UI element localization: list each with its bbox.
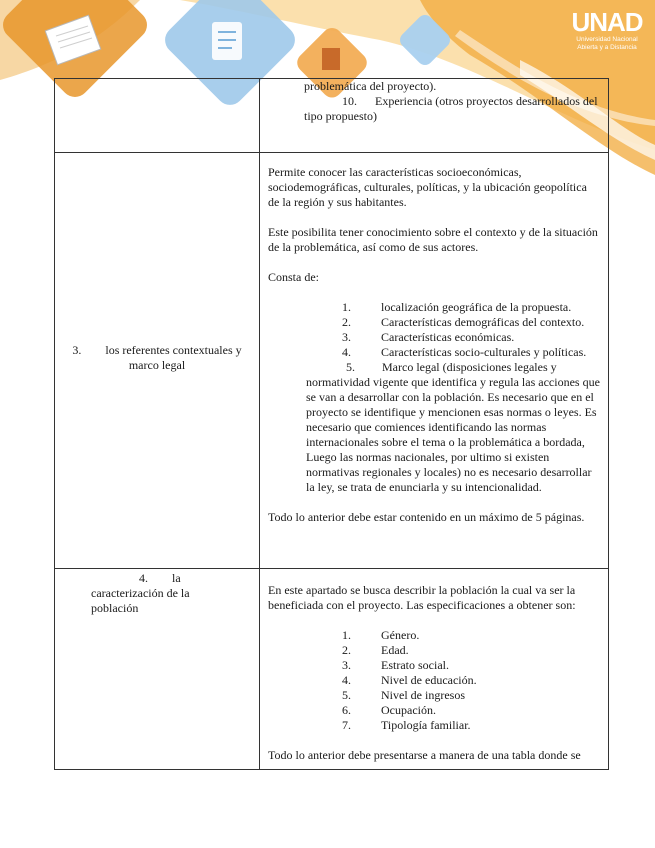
logo-line2: Abierta y a Distancia <box>577 44 637 51</box>
table-row <box>55 153 609 569</box>
list-item: 2. Edad. <box>342 643 409 657</box>
item-10-number: 10. <box>342 94 357 108</box>
list-item: 4. Nivel de educación. <box>342 673 477 687</box>
section-3-title: los referentes contextuales y marco legal <box>105 342 242 372</box>
list-item: 4. Características socio-culturales y políticas. <box>342 345 587 359</box>
row2-left-cell <box>55 153 260 569</box>
item-5-text: Marco legal (disposiciones legales y normatividad vigente que identifica y regula las acciones que se van a desarrollar con la población. Es necesario que en el proyecto se identifique y mencionen esas normas o leyes. Es necesario que comiences identificando las normas internacionales sobre el tema o la problemática a bordada, Luego las normas nacionales, por ultimo si existen normativas regionales y locales) no es necesario desarrollar la ley, se trata de enunciarla y su intencionalidad. <box>306 360 600 494</box>
row3-left-cell <box>55 569 260 770</box>
section-4-title-a: la <box>172 571 181 585</box>
item-5-marco-legal <box>268 360 600 495</box>
list-item: 1. localización geográfica de la propuesta. <box>342 300 572 314</box>
item-10 <box>304 94 600 124</box>
section-4-title-b: caracterización de la población <box>91 586 190 615</box>
paragraph: En este apartado se busca describir la población la cual va ser la beneficiada con el proyecto. Las especificaciones a obtener son: <box>268 583 576 612</box>
item-10-text: Experiencia (otros proyectos desarrollados del tipo propuesto) <box>304 94 598 123</box>
list-item: 3. Características económicas. <box>342 330 515 344</box>
paragraph: Todo lo anterior debe presentarse a manera de una tabla donde se <box>268 748 581 762</box>
table-row <box>55 569 609 770</box>
logo-mark: UNAD <box>571 7 643 37</box>
unad-logo <box>571 8 643 52</box>
logo-line1: Universidad Nacional <box>576 36 638 43</box>
row1-right-cell <box>260 79 609 153</box>
list-item: 6. Ocupación. <box>342 703 436 717</box>
list-item: 7. Tipología familiar. <box>342 718 471 732</box>
list-item: 1. Género. <box>342 628 420 642</box>
numbered-list <box>268 300 600 360</box>
table-row <box>55 79 609 153</box>
paragraph: Consta de: <box>268 270 319 284</box>
paragraph: Este posibilita tener conocimiento sobre el contexto y de la situación de la problemática, así como de sus actores. <box>268 225 598 254</box>
section-3-number: 3. <box>72 342 82 357</box>
paragraph: Permite conocer las características socioeconómicas, sociodemográficas, culturales, políticas, y la ubicación geopolítica de la región y sus habitantes. <box>268 165 587 209</box>
list-item: 3. Estrato social. <box>342 658 449 672</box>
paragraph: Todo lo anterior debe estar contenido en un máximo de 5 páginas. <box>268 510 585 524</box>
section-4-number: 4. <box>139 571 148 585</box>
document-table <box>54 78 609 770</box>
row1-left-cell <box>55 79 260 153</box>
row2-right-cell <box>260 153 609 569</box>
section-4-label <box>55 569 259 622</box>
section-3-label <box>55 343 259 379</box>
item-5-number: 5. <box>346 360 355 374</box>
continuation-text: problemática del proyecto). <box>304 79 437 93</box>
list-item: 5. Nivel de ingresos <box>342 688 465 702</box>
list-item: 2. Características demográficas del contexto. <box>342 315 585 329</box>
numbered-list <box>268 628 600 733</box>
row3-right-cell <box>260 569 609 770</box>
